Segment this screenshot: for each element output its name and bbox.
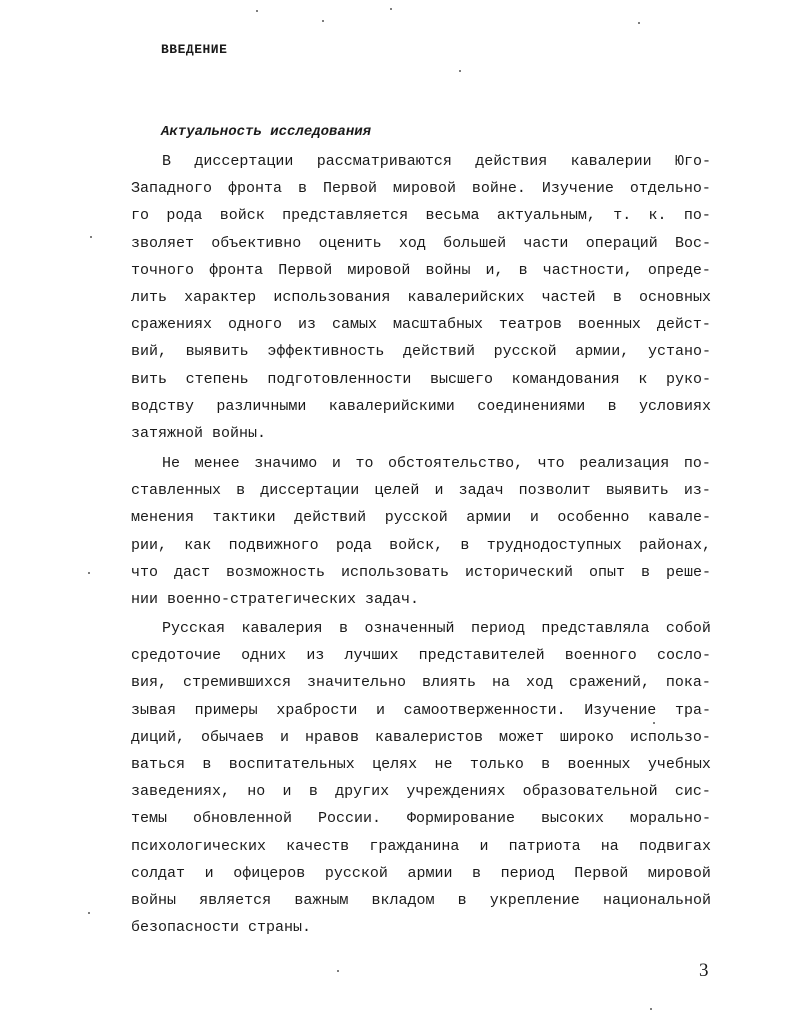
scan-speck [653,722,655,724]
text-line: вить степень подготовленности высшего командования к руко- [131,370,711,388]
text-line: зволяет объективно оценить ход большей части операций Вос- [131,234,711,252]
scan-speck [88,572,90,574]
text-line: психологических качеств гражданина и патриота на подвигах [131,837,711,855]
text-line: безопасности страны. [131,919,312,937]
scan-speck [256,10,258,12]
text-line: сражениях одного из самых масштабных театров военных дейст- [131,316,711,334]
subsection-heading: Актуальность исследования [161,124,372,140]
text-line: ваться в воспитательных целях не только в военных учебных [131,755,711,773]
text-line: точного фронта Первой мировой войны и, в частности, опреде- [131,261,711,279]
page-number: 3 [699,960,709,981]
scan-speck [390,8,392,10]
text-line: ставленных в диссертации целей и задач позволит выявить из- [131,482,711,500]
text-line: менения тактики действий русской армии и особенно кавале- [131,509,711,527]
section-heading: ВВЕДЕНИЕ [161,42,228,57]
text-line: средоточие одних из лучших представителей военного сосло- [131,647,711,665]
text-line: Западного фронта в Первой мировой войне. Изучение отдельно- [131,180,711,198]
text-line: солдат и офицеров русской армии в период Первой мировой [131,864,711,882]
scan-speck [322,20,324,22]
scan-speck [88,912,90,914]
paragraph [131,148,711,447]
text-line: В диссертации рассматриваются действия кавалерии Юго- [162,153,711,170]
text-line: лить характер использования кавалерийских частей в основных [131,288,711,306]
text-line: вий, выявить эффективность действий русской армии, устано- [131,343,711,361]
text-line: заведениях, но и в других учреждениях образовательной сис- [131,783,711,801]
text-line: нии военно-стратегических задач. [131,590,420,608]
scan-speck [459,70,461,72]
scan-speck [337,970,339,972]
text-line: Русская кавалерия в означенный период представляла собой [162,620,711,637]
scan-speck [650,1008,652,1010]
text-line: темы обновленной России. Формирование высоких морально- [131,810,711,828]
paragraph [131,615,711,941]
text-line: Не менее значимо и то обстоятельство, что реализация по- [162,455,711,472]
text-line: зывая примеры храбрости и самоотверженности. Изучение тра- [131,701,711,719]
text-line: го рода войск представляется весьма актуальным, т. к. по- [131,207,711,225]
paragraph [131,450,711,613]
text-line: вия, стремившихся значительно влиять на ход сражений, пока- [131,674,711,692]
text-line: рии, как подвижного рода войск, в труднодоступных районах, [131,536,711,554]
scan-speck [90,236,92,238]
text-line: затяжной войны. [131,424,267,442]
text-line: что даст возможность использовать исторический опыт в реше- [131,563,711,581]
scan-speck [638,22,640,24]
text-line: водству различными кавалерийскими соединениями в условиях [131,397,711,415]
text-line: войны является важным вкладом в укрепление национальной [131,891,711,909]
text-line: диций, обычаев и нравов кавалеристов может широко использо- [131,728,711,746]
